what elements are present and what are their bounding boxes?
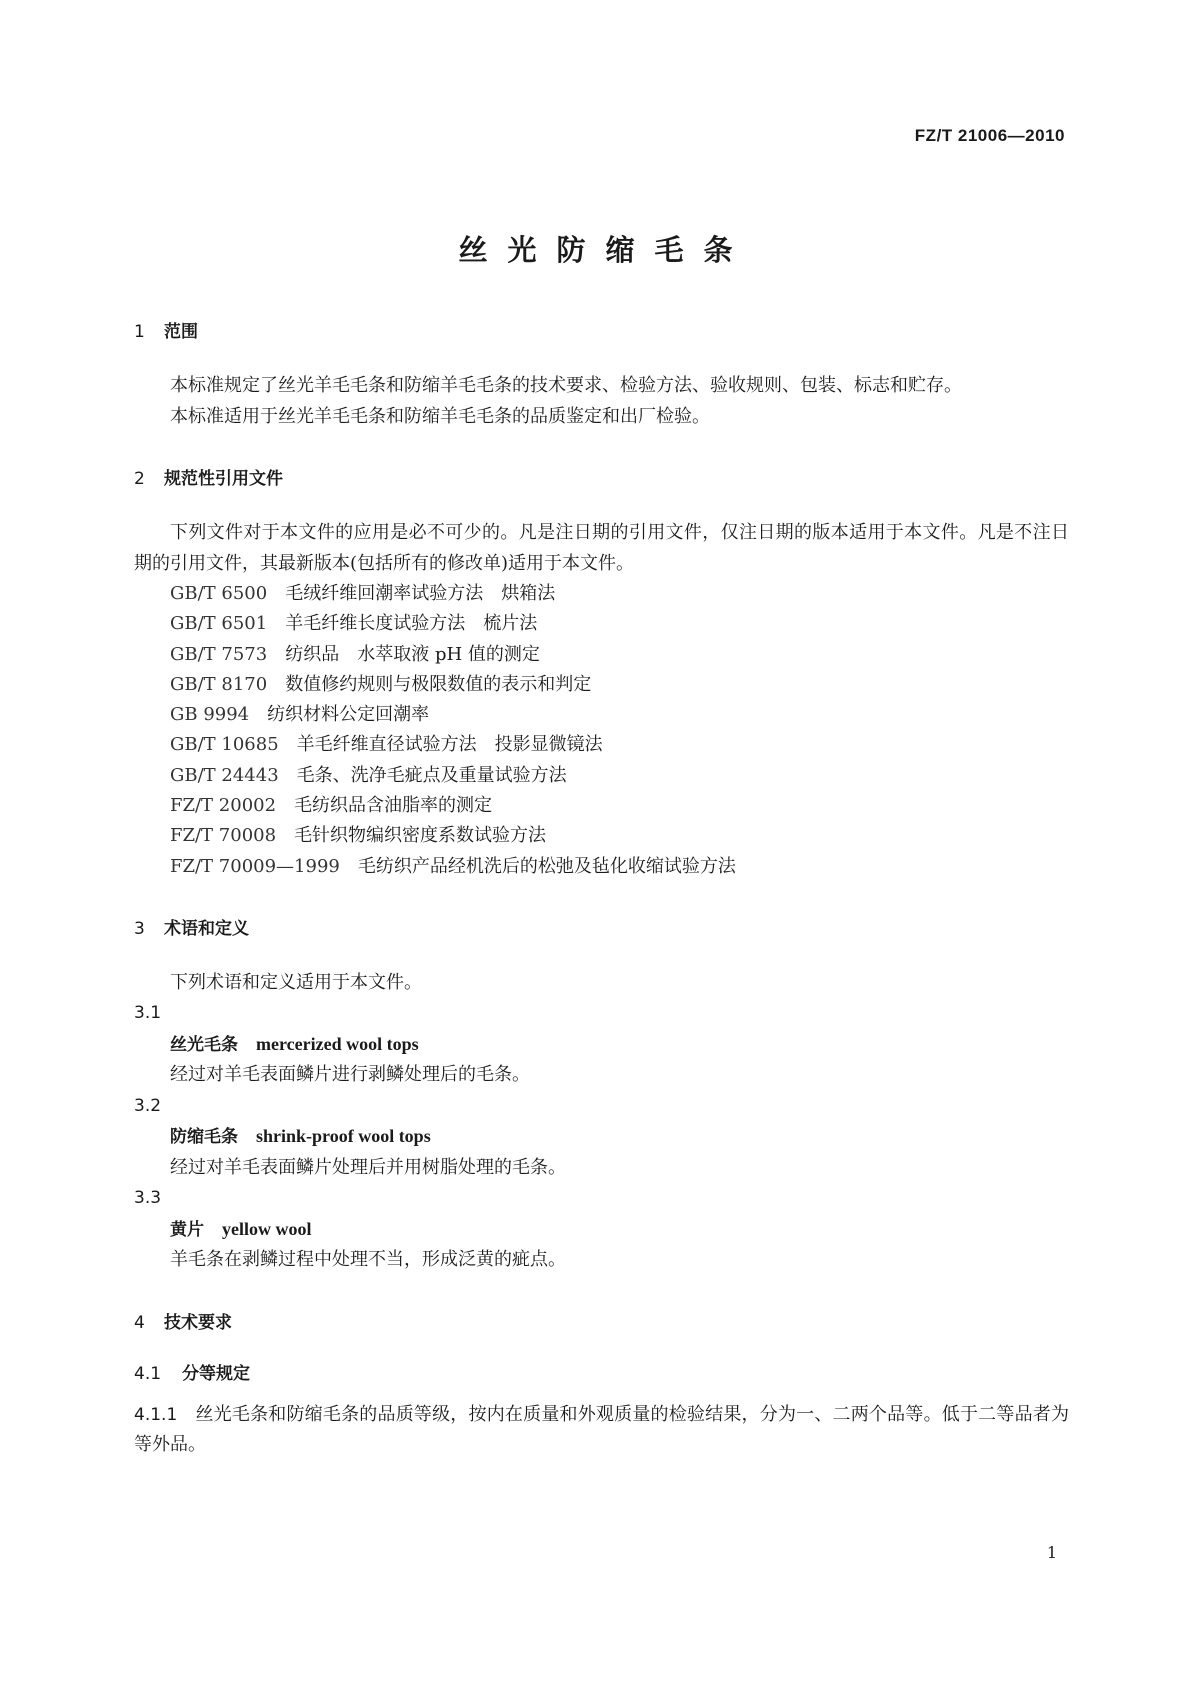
section-2-heading — [134, 467, 1069, 491]
subsection-number: 4.1 — [134, 1363, 162, 1384]
term-entry — [134, 1183, 1069, 1276]
reference-name: 毛针织物编织密度系数试验方法 — [294, 825, 547, 847]
reference-code: GB/T 7573 — [170, 643, 268, 665]
reference-item — [134, 640, 1069, 670]
reference-item — [134, 852, 1069, 882]
term-number: 3.2 — [134, 1095, 162, 1116]
term-name — [134, 1121, 1069, 1153]
section-number: 3 — [134, 918, 145, 939]
reference-name: 毛绒纤维回潮率试验方法 烘箱法 — [285, 583, 556, 604]
section-3-heading — [134, 917, 1069, 941]
section-number: 1 — [134, 322, 145, 342]
reference-name: 羊毛纤维长度试验方法 梳片法 — [285, 613, 538, 635]
paragraph: 下列术语和定义适用于本文件。 — [170, 971, 422, 993]
page-number: 1 — [1046, 1543, 1057, 1562]
term-entry — [134, 998, 1069, 1091]
reference-code: FZ/T 70009—1999 — [170, 855, 340, 877]
reference-code: FZ/T 20002 — [170, 795, 277, 817]
term-number: 3.3 — [134, 1188, 162, 1209]
reference-name: 羊毛纤维直径试验方法 投影显微镜法 — [296, 734, 603, 756]
section-4-heading — [134, 1311, 1069, 1335]
subsection-4-1-heading — [134, 1362, 1069, 1386]
reference-item — [134, 791, 1069, 821]
section-title: 范围 — [164, 322, 198, 342]
term-definition: 经过对羊毛表面鳞片处理后并用树脂处理的毛条。 — [170, 1156, 566, 1178]
term-cn: 防缩毛条 — [170, 1127, 238, 1148]
term-name — [134, 1214, 1069, 1246]
reference-item — [134, 730, 1069, 760]
reference-name: 纺织品 水萃取液 pH 值的测定 — [285, 643, 540, 665]
document-title: 丝光防缩毛条 — [458, 233, 753, 267]
reference-list — [134, 579, 1069, 882]
reference-code: GB/T 10685 — [170, 734, 279, 756]
clause-paragraph — [134, 1400, 1069, 1461]
reference-item — [134, 821, 1069, 851]
term-name — [134, 1029, 1069, 1061]
term-en: yellow wool — [222, 1218, 312, 1239]
reference-name: 毛纺织产品经机洗后的松弛及毡化收缩试验方法 — [357, 855, 736, 877]
section-title: 技术要求 — [164, 1312, 232, 1333]
document-body — [134, 320, 1069, 1461]
reference-code: GB 9994 — [170, 704, 250, 726]
reference-name: 毛条、洗净毛疵点及重量试验方法 — [296, 764, 567, 786]
reference-code: GB/T 6500 — [170, 583, 268, 604]
reference-code: GB/T 24443 — [170, 764, 279, 786]
reference-code: GB/T 8170 — [170, 673, 268, 695]
section-1-heading — [134, 320, 1069, 344]
term-definition: 经过对羊毛表面鳞片进行剥鳞处理后的毛条。 — [170, 1064, 530, 1086]
section-title: 术语和定义 — [164, 918, 249, 939]
section-title: 规范性引用文件 — [164, 469, 283, 489]
reference-item — [134, 761, 1069, 791]
reference-item — [134, 670, 1069, 700]
subsection-title: 分等规定 — [182, 1363, 250, 1384]
reference-item — [134, 700, 1069, 730]
clause-text: 丝光毛条和防缩毛条的品质等级，按内在质量和外观质量的检验结果，分为一、二两个品等。低于二等品者为等外品。 — [134, 1403, 1069, 1456]
paragraph: 下列文件对于本文件的应用是必不可少的。凡是注日期的引用文件，仅注日期的版本适用于本文件。凡是不注日期的引用文件，其最新版本(包括所有的修改单)适用于本文件。 — [134, 522, 1069, 574]
clause-number: 4.1.1 — [134, 1404, 178, 1425]
reference-name: 毛纺织品含油脂率的测定 — [294, 795, 493, 817]
section-number: 4 — [134, 1312, 145, 1333]
term-en: mercerized wool tops — [256, 1033, 419, 1054]
reference-name: 纺织材料公定回潮率 — [267, 704, 430, 726]
reference-item — [134, 579, 1069, 609]
term-cn: 黄片 — [170, 1219, 204, 1240]
section-number: 2 — [134, 469, 145, 489]
paragraph: 本标准规定了丝光羊毛毛条和防缩羊毛毛条的技术要求、检验方法、验收规则、包装、标志和贮存。 — [170, 375, 962, 396]
reference-item — [134, 609, 1069, 639]
standard-number: FZ/T 21006—2010 — [914, 126, 1065, 145]
term-cn: 丝光毛条 — [170, 1034, 238, 1055]
term-en: shrink-proof wool tops — [256, 1126, 431, 1147]
reference-code: GB/T 6501 — [170, 613, 268, 635]
term-number: 3.1 — [134, 1003, 162, 1024]
reference-code: FZ/T 70008 — [170, 825, 277, 847]
paragraph: 本标准适用于丝光羊毛毛条和防缩羊毛毛条的品质鉴定和出厂检验。 — [170, 405, 710, 427]
term-entry — [134, 1091, 1069, 1184]
term-definition: 羊毛条在剥鳞过程中处理不当，形成泛黄的疵点。 — [170, 1249, 566, 1271]
reference-name: 数值修约规则与极限数值的表示和判定 — [285, 673, 592, 695]
